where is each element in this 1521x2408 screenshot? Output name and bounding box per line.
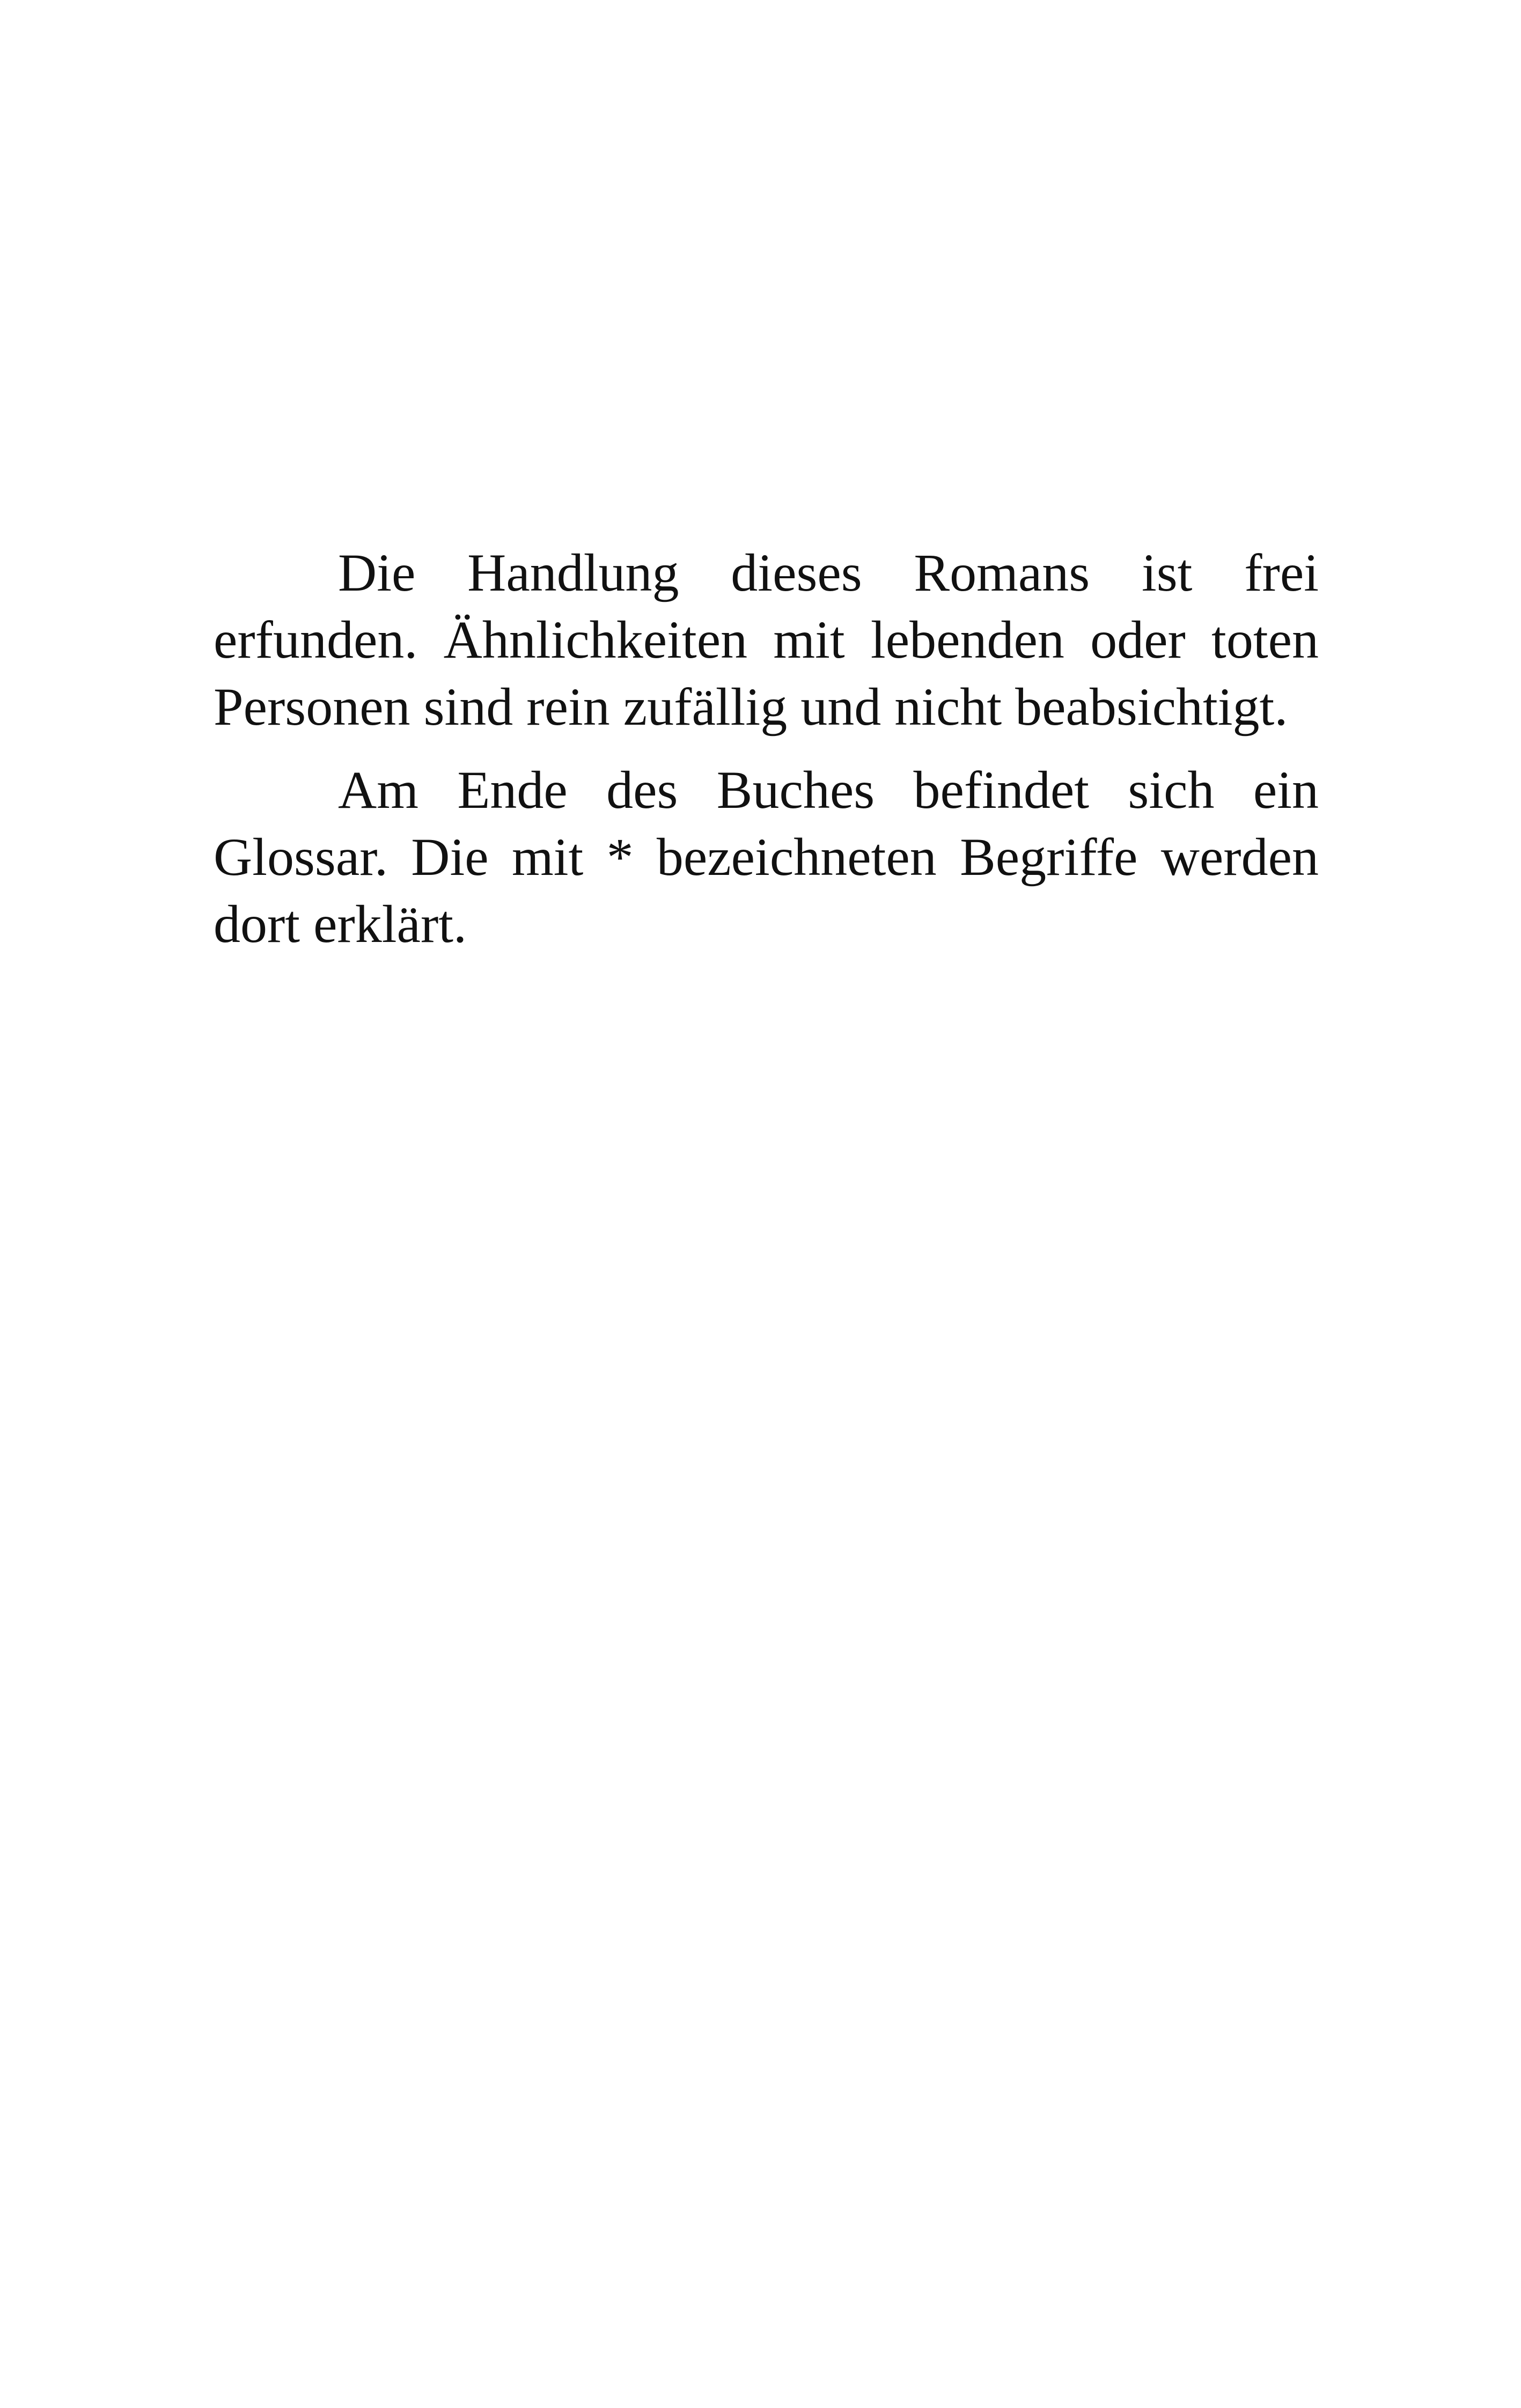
disclaimer-paragraph: Die Handlung dieses Romans ist frei erfunden. Ähnlichkeiten mit lebenden oder toten Personen sind rein zufällig und nicht beabsichtigt.	[214, 543, 1319, 737]
disclaimer-text-block	[214, 539, 1319, 958]
glossary-note-paragraph: Am Ende des Buches befindet sich ein Glossar. Die mit * bezeichneten Begriffe werden dort erklärt.	[214, 760, 1319, 954]
